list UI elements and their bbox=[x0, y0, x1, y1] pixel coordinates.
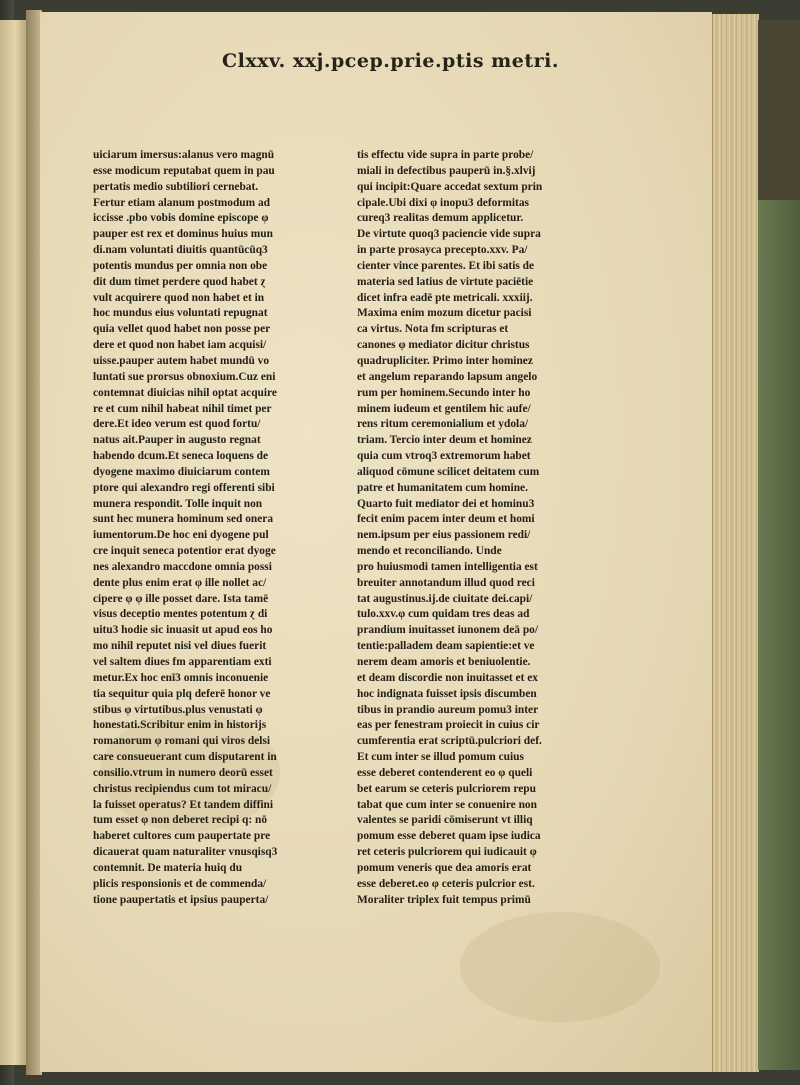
text-line: contemnit. De materia huiq du bbox=[93, 861, 243, 874]
text-line: Moraliter triplex fuit tempus primū bbox=[357, 893, 531, 906]
text-line: cumferentia erat scriptū.pulcriori def. bbox=[357, 735, 542, 748]
text-line: materia sed latius de virtute paciētie bbox=[357, 275, 534, 288]
text-line: re et cum nihil habeat nihil timet per bbox=[93, 402, 272, 415]
text-line: Fertur etiam alanum postmodum ad bbox=[93, 196, 270, 209]
text-line: Maxima enim mozum dicetur pacisi bbox=[357, 307, 532, 320]
text-line: iccisse .pbo vobis domine episcope φ bbox=[93, 212, 269, 225]
text-line: tia sequitur quia plq deferē honor ve bbox=[93, 687, 271, 700]
text-line: cipale.Ubi dixi φ inopu3 deformitas bbox=[357, 196, 529, 209]
text-line: uiciarum imersus:alanus vero magnū bbox=[93, 149, 275, 161]
text-line: patre et humanitatem cum homine. bbox=[357, 481, 528, 494]
text-line: cureq3 realitas demum applicetur. bbox=[357, 212, 524, 225]
text-line: ca virtus. Nota fm scripturas et bbox=[357, 323, 509, 336]
text-line: pertatis medio subtiliori cernebat. bbox=[93, 180, 259, 193]
page-fore-edge bbox=[712, 14, 759, 1072]
text-line: et deam discordie non inuitasset et ex bbox=[357, 671, 538, 684]
text-line: minem iudeum et gentilem hic aufe/ bbox=[357, 402, 531, 415]
text-line: honestati.Scribitur enim in historijs bbox=[93, 719, 267, 732]
text-line: dit dum timet perdere quod habet ɀ bbox=[93, 275, 266, 288]
text-line: mendo et reconciliando. Unde bbox=[357, 545, 502, 558]
text-line: quadrupliciter. Primo inter hominez bbox=[357, 354, 533, 367]
text-line: De virtute quoq3 paciencie vide supra bbox=[357, 228, 541, 241]
text-line: uitu3 hodie sic inuasit ut apud eos ho bbox=[93, 624, 273, 637]
text-line: prandium inuitasset iunonem deā po/ bbox=[357, 624, 539, 637]
text-line: christus recipiendus cum tot miracu/ bbox=[93, 782, 272, 795]
text-line: pauper est rex et dominus huius mun bbox=[93, 228, 273, 241]
text-line: di.nam voluntati diuitis quantūcūq3 bbox=[93, 244, 268, 257]
text-line: pomum veneris que dea amoris erat bbox=[357, 861, 532, 874]
text-line: uisse.pauper autem habet mundū vo bbox=[93, 354, 270, 367]
text-line: dente plus enim erat φ ille nollet ac/ bbox=[93, 576, 267, 589]
text-line: plicis responsionis et de commenda/ bbox=[93, 877, 267, 890]
text-line: cienter vince parentes. Et ibi satis de bbox=[357, 259, 535, 272]
text-line: hoc mundus eius voluntati repugnat bbox=[93, 307, 268, 320]
text-line: triam. Tercio inter deum et hominez bbox=[357, 434, 532, 447]
text-line: rens ritum ceremonialium et ydola/ bbox=[357, 418, 529, 431]
text-line: miali in defectibus pauperū in.§.xlvij bbox=[357, 164, 536, 177]
text-line: tentie:palladem deam sapientie:et ve bbox=[357, 640, 535, 653]
text-line: tabat que cum inter se conuenire non bbox=[357, 798, 537, 811]
text-line: tum esset φ non deberet recipi q: nō bbox=[93, 814, 268, 827]
text-line: visus deceptio mentes potentum ɀ di bbox=[93, 608, 268, 621]
text-line: dyogene maximo diuiciarum contem bbox=[93, 465, 270, 478]
page-stain bbox=[460, 912, 660, 1022]
text-line: tulo.xxv.φ cum quidam tres deas ad bbox=[357, 608, 530, 621]
text-line: habendo dcum.Et seneca loquens de bbox=[93, 450, 269, 463]
text-line: eas per fenestram proiecit in cuius cir bbox=[357, 719, 540, 732]
text-line: tat augustinus.ij.de ciuitate dei.capi/ bbox=[357, 592, 533, 605]
text-line: tione paupertatis et ipsius pauperta/ bbox=[93, 893, 269, 906]
text-line: natus ait.Pauper in augusto regnat bbox=[93, 434, 261, 447]
text-line: care consueuerant cum disputarent in bbox=[93, 751, 277, 764]
text-line: esse modicum reputabat quem in pau bbox=[93, 164, 275, 177]
text-line: potentis mundus per omnia non obe bbox=[93, 259, 268, 272]
text-line: haberet cultores cum paupertate pre bbox=[93, 830, 271, 843]
text-line: aliquod cōmune scilicet deitatem cum bbox=[357, 465, 540, 478]
text-line: metur.Ex hoc enī3 omnis inconuenie bbox=[93, 671, 269, 684]
text-line: ret ceteris pulcriorem qui iudicauit φ bbox=[357, 846, 537, 859]
text-line: nes alexandro maccdone omnia possi bbox=[93, 560, 272, 573]
text-line: tibus in prandio aureum pomu3 inter bbox=[357, 703, 539, 716]
text-line: bet earum se ceteris pulcriorem repu bbox=[357, 782, 536, 795]
facing-page-edge bbox=[0, 20, 27, 1065]
text-line: luntati sue prorsus obnoxium.Cuz eni bbox=[93, 370, 276, 383]
text-line: consilio.vtrum in numero deorū esset bbox=[93, 766, 273, 779]
text-line: romanorum φ romani qui viros delsi bbox=[93, 735, 271, 748]
text-line: pomum esse deberet quam ipse iudica bbox=[357, 830, 541, 843]
text-line: esse deberet.eo φ ceteris pulcrior est. bbox=[357, 877, 535, 890]
text-line: Et cum inter se illud pomum cuius bbox=[357, 751, 524, 764]
text-line: dere et quod non habet iam acquisi/ bbox=[93, 339, 267, 352]
book-board-dark bbox=[758, 20, 800, 200]
text-column-right bbox=[357, 148, 577, 909]
text-line: dere.Et ideo verum est quod fortu/ bbox=[93, 418, 261, 431]
running-head: Clxxv. xxj.pcep.prie.ptis metri. bbox=[222, 50, 559, 72]
text-line: stibus φ virtutibus.plus venustati φ bbox=[93, 703, 263, 716]
text-line: hoc indignata fuisset ipsis discumben bbox=[357, 687, 537, 700]
text-line: vult acquirere quod non habet et in bbox=[93, 291, 265, 304]
text-line: tis effectu vide supra in parte probe/ bbox=[357, 149, 534, 161]
text-line: nerem deam amoris et beniuolentie. bbox=[357, 656, 531, 668]
text-line: la fuisset operatus? Et tandem diffini bbox=[93, 798, 274, 811]
text-line: quia vellet quod habet non posse per bbox=[93, 323, 271, 336]
text-line: esse deberet contenderent eo φ queli bbox=[357, 766, 533, 779]
text-line: dicauerat quam naturaliter vnusqisq3 bbox=[93, 846, 278, 859]
text-line: iumentorum.De hoc eni dyogene pul bbox=[93, 529, 269, 542]
text-line: cre inquit seneca potentior erat dyoge bbox=[93, 545, 276, 558]
text-line: breuiter annotandum illud quod reci bbox=[357, 576, 535, 589]
text-line: in parte prosayca precepto.xxv. Pa/ bbox=[357, 244, 528, 257]
text-line: dicet infra eadē pte metricali. xxxiij. bbox=[357, 291, 533, 304]
text-line: cipere φ φ ille posset dare. Ista tamē bbox=[93, 592, 269, 605]
text-line: vel saltem diues fm apparentiam exti bbox=[93, 656, 272, 668]
text-line: ptore qui alexandro regi offerenti sibi bbox=[93, 481, 275, 494]
text-line: et angelum reparando lapsum angelo bbox=[357, 370, 538, 383]
text-line: sunt hec munera hominum sed onera bbox=[93, 513, 274, 526]
text-line: Quarto fuit mediator dei et hominu3 bbox=[357, 497, 535, 510]
text-line: canones φ mediator dicitur christus bbox=[357, 339, 530, 352]
text-column-left bbox=[93, 148, 313, 909]
text-line: quia cum vtroq3 extremorum habet bbox=[357, 450, 531, 463]
text-line: munera respondit. Tolle inquit non bbox=[93, 497, 263, 510]
text-line: fecit enim pacem inter deum et homi bbox=[357, 513, 535, 526]
text-line: mo nihil reputet nisi vel diues fuerit bbox=[93, 640, 267, 653]
text-line: qui incipit:Quare accedat sextum prin bbox=[357, 180, 543, 193]
text-line: contemnat diuicias nihil optat acquire bbox=[93, 386, 277, 399]
text-line: pro huiusmodi tamen intelligentia est bbox=[357, 560, 538, 573]
text-line: nem.ipsum per eius passionem redi/ bbox=[357, 529, 531, 542]
text-line: rum per hominem.Secundo inter ho bbox=[357, 386, 531, 399]
text-line: valentes se paridi cōmiserunt vt illiq bbox=[357, 814, 533, 827]
